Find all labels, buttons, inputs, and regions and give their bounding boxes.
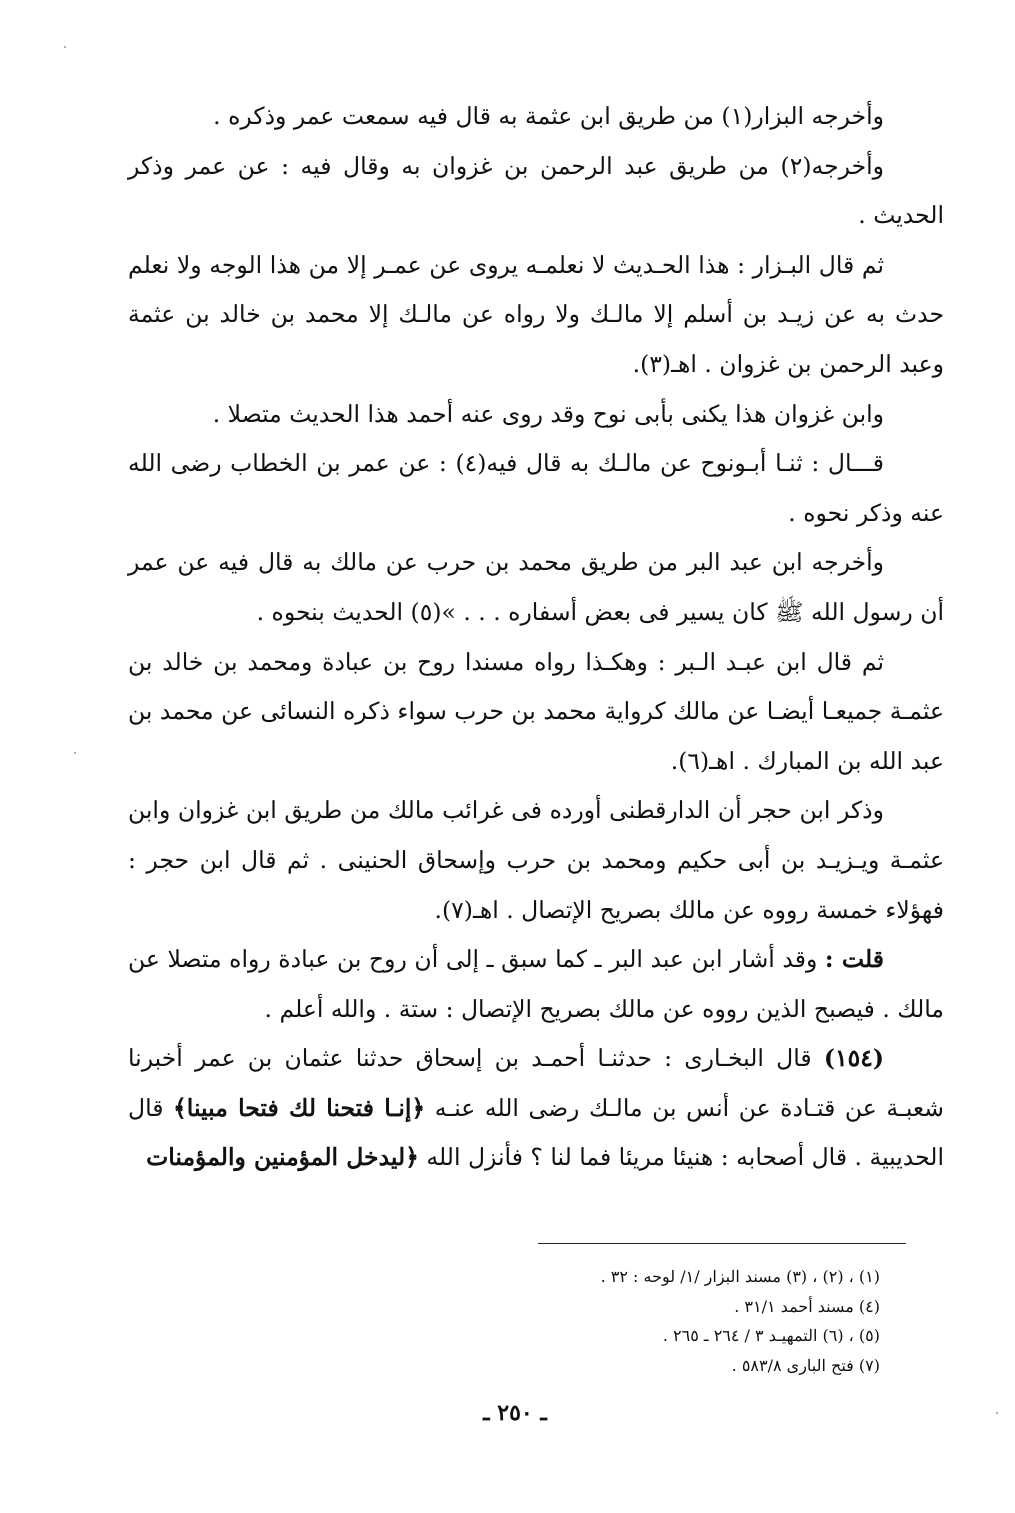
hadith-text-1: قال البخـارى : حدثنـا أحمـد بن إسحاق حدثنا عثمان بن عمر أخبرنا شعبـة عن قتـادة عن أنس بن مالـك رضى الله عنـه: [128, 1044, 944, 1122]
paragraph-2: وأخرجه(٢) من طريق عبد الرحمن بن غزوان به وقال فيه : عن عمر وذكر الحديث .: [128, 151, 944, 230]
paragraph-7: ثم قال ابن عبـد الـبر : وهكـذا رواه مسندا روح بن عبادة ومحمد بن خالد بن عثمـة جميعـا أيضـا عن مالك كرواية محمد بن حرب سواء ذكره النسائى عن محمد بن عبد الله بن المبارك . اهـ(٦).: [128, 647, 944, 775]
footnote-divider: [538, 1243, 906, 1244]
qult-label: قلت :: [824, 945, 884, 974]
footnote-3: (٥) ، (٦) التمهيـد ٣ / ٢٦٤ ـ ٢٦٥ .: [662, 1326, 880, 1345]
paragraph-3: ثم قال البـزار : هذا الحـديث لا نعلمـه يروى عن عمـر إلا من هذا الوجه ولا نعلم حدث به عن زيـد بن أسلم إلا مالـك ولا رواه عن مالـك إلا محمد بن خالد بن عثمة وعبد الرحمن بن غزوان . اهـ(٣).: [128, 250, 944, 378]
scan-speck: [64, 46, 66, 48]
paragraph-8: وذكر ابن حجر أن الدارقطنى أورده فى غرائب مالك من طريق ابن غزوان وابن عثمـة ويـزيـد بن أبى حكيم ومحمد بن حرب وإسحاق الحنينى . ثم قال ابن حجر : فهؤلاء خمسة رووه عن مالك بصريح الإتصال . اهـ(٧).: [128, 796, 944, 924]
hadith-text-2: قال الحديبية . قال أصحابه : هنيئا مريئا فما لنا ؟ فأنزل الله: [128, 1093, 944, 1172]
scan-speck: [74, 752, 76, 754]
footnote-4: (٧) فتح البارى ٥٨٣/٨ .: [731, 1355, 880, 1375]
paragraph-6: وأخرجه ابن عبد البر من طريق محمد بن حرب عن مالك به قال فيه عن عمر أن رسول الله ﷺ كان يسير فى بعض أسفاره . . . »(٥) الحديث بنحوه .: [128, 548, 944, 626]
paragraph-4: وابن غزوان هذا يكنى بأبى نوح وقد روى عنه أحمد هذا الحديث متصلا .: [212, 399, 884, 428]
hadith-number: (١٥٤): [823, 1044, 884, 1073]
footnote-1: (١) ، (٢) ، (٣) مسند البزار /١/ لوحه : ٣٢ .: [600, 1267, 880, 1286]
main-text: [128, 92, 944, 1183]
paragraph-5: قـــال : ثنـا أبـونوح عن مالـك به قال فيه(٤) : عن عمر بن الخطاب رضى الله عنه وذكر نحوه .: [128, 449, 944, 527]
qult-paragraph: [128, 935, 944, 1034]
footnotes: [420, 1262, 880, 1380]
quran-verse-2: ﴿ليدخل المؤمنين والمؤمنات: [146, 1143, 419, 1172]
hadith-paragraph: [128, 1034, 944, 1183]
paragraph-1: وأخرجه البزار(١) من طريق ابن عثمة به قال فيه سمعت عمر وذكره .: [213, 102, 884, 130]
quran-verse-1: ﴿إنـا فتحنا لك فتحا مبينا﴾: [173, 1093, 426, 1122]
footnote-2: (٤) مسند أحمد ٣١/١ .: [734, 1296, 880, 1316]
scan-speck: [996, 1412, 998, 1414]
qult-text: وقد أشار ابن عبد البر ـ كما سبق ـ إلى أن روح بن عبادة رواه متصلا عن مالك . فيصبح الذين رووه عن مالك بصريح الإتصال : ستة . والله أعلم .: [128, 945, 944, 1023]
page-number: ـ ٢٥٠ ـ: [483, 1400, 547, 1426]
